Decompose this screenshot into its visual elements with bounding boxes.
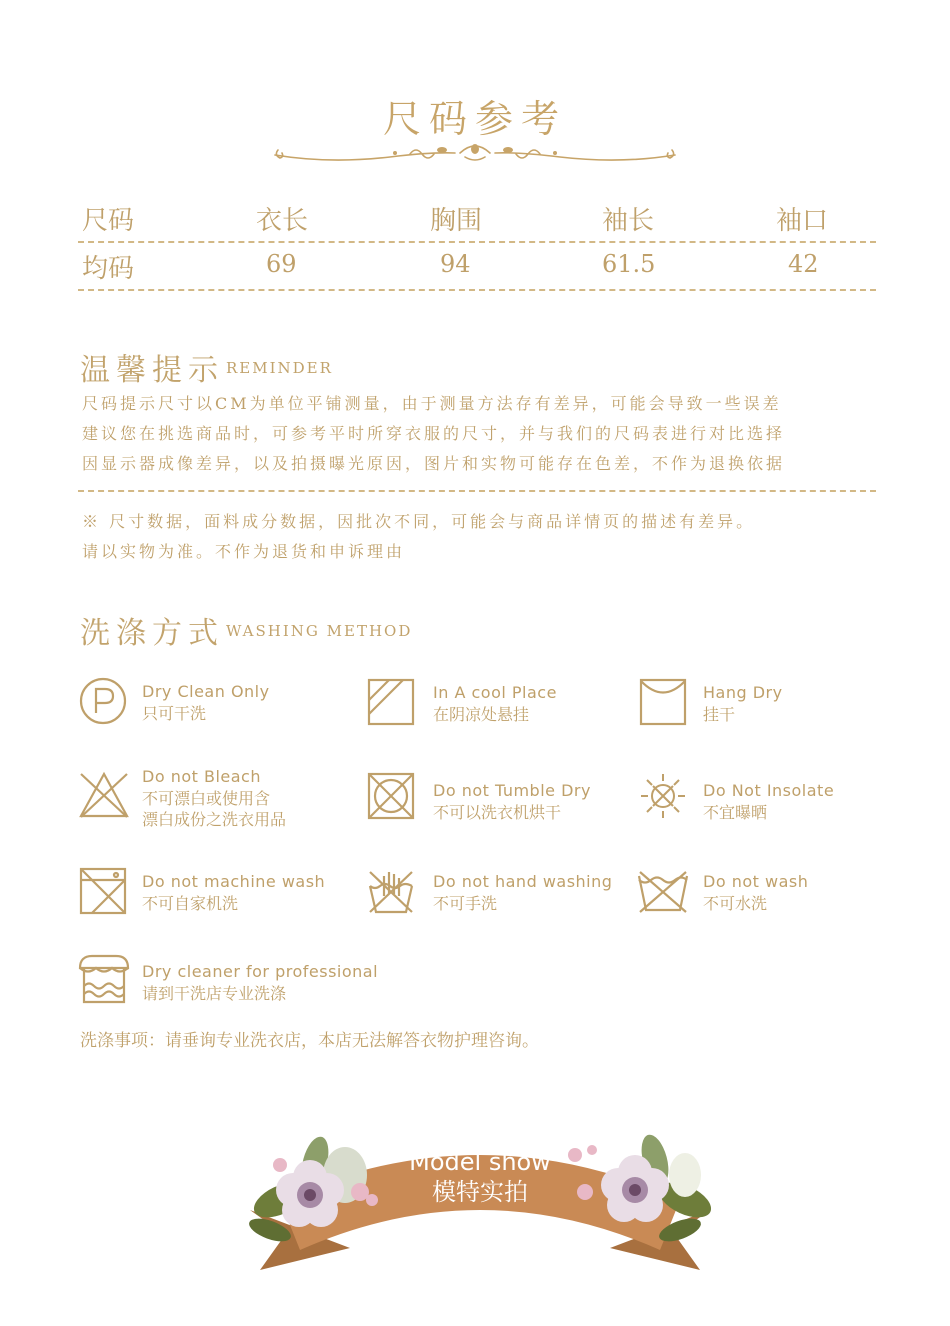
no-tumble-dry-icon [367, 772, 415, 820]
reminder-title: 温馨提示 [80, 353, 224, 388]
wash-label-en: Do not hand washing [433, 872, 613, 891]
table-cell-chest: 94 [440, 250, 471, 278]
wash-label-cn: 不可自家机洗 [142, 894, 239, 913]
wash-label-cn: 在阴凉处悬挂 [433, 705, 530, 724]
wash-label-en: Dry cleaner for professional [142, 962, 379, 981]
wash-label-cn: 只可干洗 [142, 704, 207, 723]
table-cell-size: 均码 [82, 254, 135, 284]
table-header-chest: 胸围 [430, 206, 483, 236]
professional-dry-cleaner-icon [76, 952, 132, 1008]
reminder-note: ※ 尺寸数据，面料成分数据，因批次不同，可能会与商品详情页的描述有差异。 [82, 512, 756, 531]
wash-label-en: Do Not Insolate [703, 781, 835, 800]
wash-label-cn: 挂干 [703, 705, 736, 724]
wash-label-en: Do not Tumble Dry [433, 781, 591, 800]
wash-label-cn: 请到干洗店专业洗涤 [142, 984, 287, 1003]
page-title: 尺码参考 [382, 97, 567, 141]
ornament-divider [270, 140, 680, 170]
no-sun-icon [639, 772, 687, 820]
model-show-banner [240, 1130, 720, 1280]
wash-label-en: Do not wash [703, 872, 809, 891]
hang-dry-icon [639, 678, 687, 726]
table-divider [78, 289, 876, 291]
wash-label-en: Dry Clean Only [142, 682, 270, 701]
wash-label-cn: 不可漂白或使用含 [142, 789, 271, 808]
reminder-line: 因显示器成像差异，以及拍摄曝光原因，图片和实物可能存在色差，不作为退换依据 [82, 454, 786, 473]
reminder-divider [78, 490, 876, 492]
wash-label-cn: 不可手洗 [433, 894, 498, 913]
wash-label-cn: 不可水洗 [703, 894, 768, 913]
no-wash-icon [636, 868, 690, 914]
no-bleach-icon [78, 770, 130, 820]
wash-label-cn: 漂白成份之洗衣用品 [142, 810, 287, 829]
reminder-line: 尺码提示尺寸以CM为单位平铺测量，由于测量方法存有差异，可能会导致一些误差 [82, 394, 782, 413]
cool-place-dry-icon [367, 678, 415, 726]
table-divider [78, 241, 876, 243]
reminder-line: 建议您在挑选商品时，可参考平时所穿衣服的尺寸，并与我们的尺码表进行对比选择 [82, 424, 786, 443]
table-header-size: 尺码 [82, 206, 135, 236]
table-cell-cuff: 42 [788, 250, 819, 278]
wash-label-cn: 不可以洗衣机烘干 [433, 803, 562, 822]
reminder-note: 请以实物为准。不作为退货和申诉理由 [82, 542, 406, 561]
reminder-title-en: REMINDER [226, 359, 333, 377]
no-hand-wash-icon [366, 866, 416, 916]
washing-title: 洗涤方式 [80, 616, 224, 651]
dry-clean-p-icon [78, 676, 128, 726]
table-header-sleeve: 袖长 [602, 206, 655, 236]
washing-title-en: WASHING METHOD [226, 622, 413, 640]
table-cell-length: 69 [266, 250, 297, 278]
wash-label-en: Hang Dry [703, 683, 783, 702]
table-cell-sleeve: 61.5 [602, 250, 656, 278]
wash-label-en: In A cool Place [433, 683, 557, 702]
table-header-cuff: 袖口 [776, 206, 829, 236]
table-header-length: 衣长 [256, 206, 309, 236]
wash-label-cn: 不宜曝晒 [703, 803, 768, 822]
wash-label-en: Do not Bleach [142, 767, 261, 786]
no-machine-wash-icon [78, 866, 128, 916]
banner-text-en: Model show [409, 1148, 551, 1176]
wash-label-en: Do not machine wash [142, 872, 326, 891]
washing-note: 洗涤事项：请垂询专业洗衣店，本店无法解答衣物护理咨询。 [80, 1031, 539, 1051]
banner-text-cn: 模特实拍 [432, 1178, 528, 1206]
